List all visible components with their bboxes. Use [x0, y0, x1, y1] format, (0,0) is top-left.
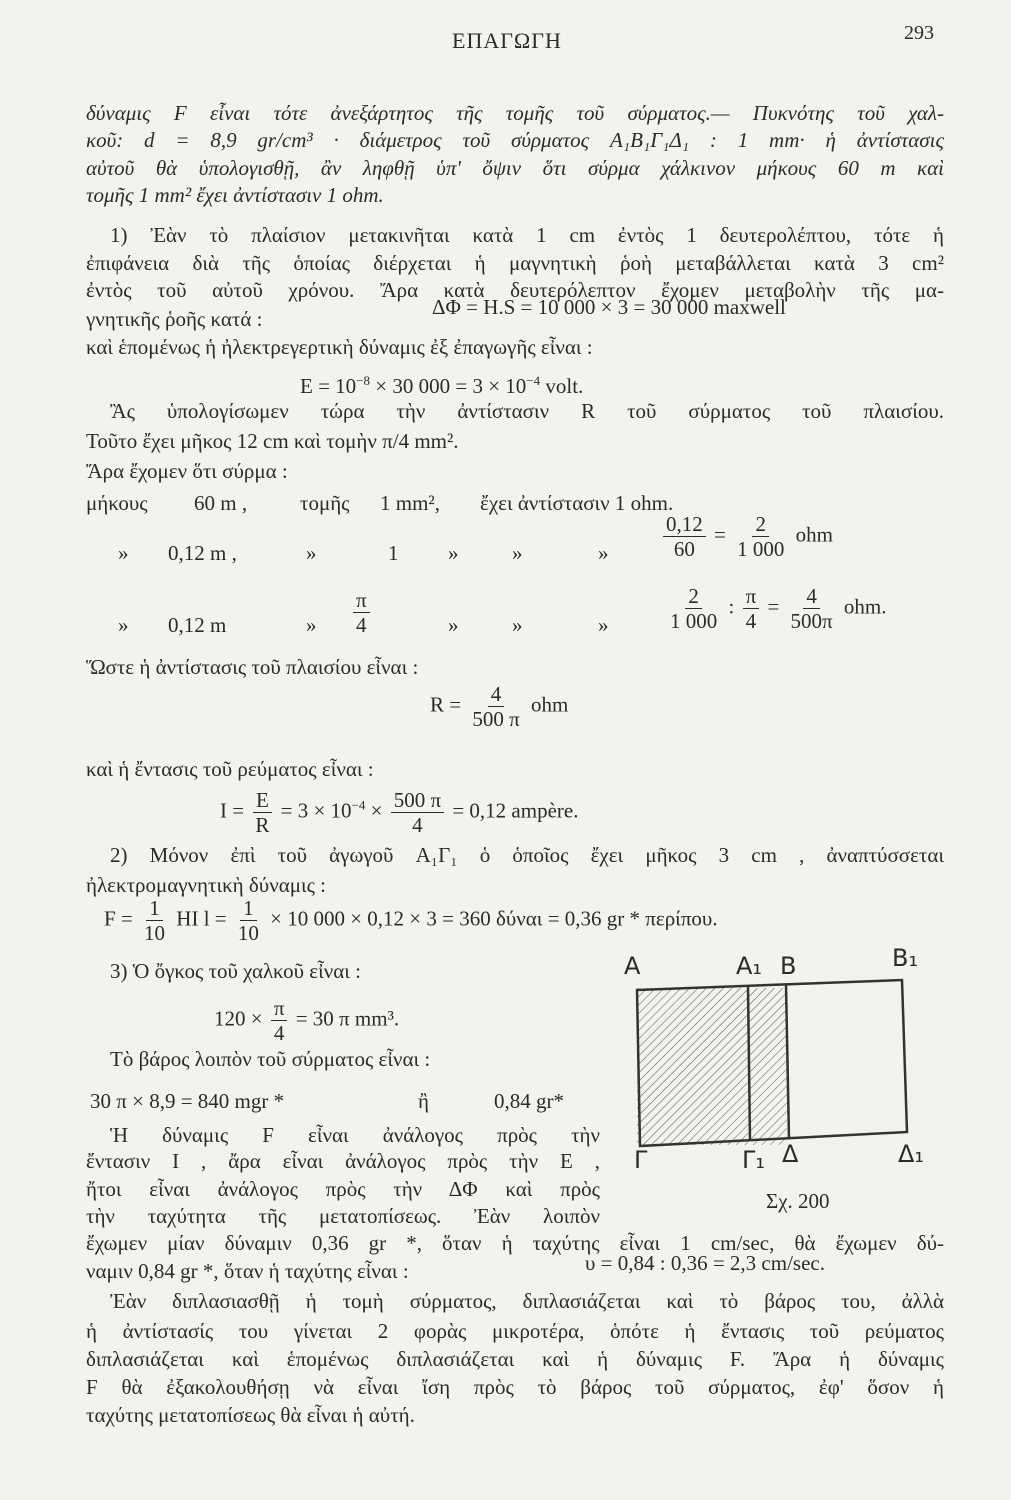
denominator: 4 — [745, 609, 757, 633]
denominator: 60 — [673, 537, 695, 561]
eq-part: R = — [430, 692, 462, 717]
cell: 0,12 m , — [168, 541, 237, 565]
ditto-mark: » — [448, 613, 459, 637]
eq-part: = 0,12 ampère. — [452, 798, 579, 823]
numerator: 4 — [488, 682, 505, 707]
text-line: Τοῦτο ἔχει μῆκος 12 cm καὶ τομὴν π/4 mm². — [86, 429, 459, 453]
text-line: κοῦ: d = 8,9 gr/cm³ · διάμετρος τοῦ σύρματος A₁B₁Γ₁Δ₁ : 1 mm· ἡ ἀντίστασις — [86, 128, 944, 152]
denominator: 10 — [237, 921, 259, 945]
ditto-mark: » — [598, 541, 609, 565]
conductor-frame-diagram — [600, 950, 940, 1220]
eq-part: × — [370, 798, 383, 823]
eq-exp: −4 — [351, 797, 366, 813]
figure-caption: Σχ. 200 — [766, 1189, 830, 1213]
equation-weight-alt: 0,84 gr* — [494, 1089, 564, 1113]
equation-flux: ΔΦ = H.S = 10 000 × 3 = 30 000 maxwell — [432, 295, 786, 319]
label-Delta1: Δ₁ — [898, 1140, 925, 1168]
text-line: καὶ ἑπομένως ἡ ἠλεκτρεγερτικὴ δύναμις ἐξ ἐπαγωγῆς εἶναι : — [86, 335, 593, 359]
eq-part: HI l = — [176, 906, 227, 931]
denominator: 4 — [412, 813, 423, 837]
text-line: ἐντὸς τοῦ αὐτοῦ χρόνου. Ἄρα κατὰ δευτερόλεπτον ἔχομεν μεταβολὴν τῆς μα- — [86, 278, 944, 302]
text-line: Ἄρα ἔχομεν ὅτι σύρμα : — [86, 459, 288, 483]
text-line: ναμιν 0,84 gr *, ὅταν ἡ ταχύτης εἶναι : — [86, 1259, 409, 1283]
equation-volume — [214, 996, 399, 1045]
numerator: π — [271, 996, 288, 1021]
cell: ἔχει ἀντίστασιν 1 ohm. — [480, 491, 674, 515]
denominator: 1 000 — [670, 609, 718, 633]
ditto-mark: » — [306, 541, 317, 565]
unit: ohm — [530, 692, 569, 717]
unit: ohm — [795, 522, 833, 547]
equation-weight-or: ἢ — [418, 1089, 429, 1113]
fraction-expression — [664, 584, 887, 633]
equals: = — [714, 522, 726, 547]
denominator: 500 π — [472, 707, 520, 731]
label-A: A — [624, 952, 641, 980]
eq-part: × 10 000 × 0,12 × 3 = 360 δύναι = 0,36 gr * περίπου. — [270, 906, 718, 931]
text-line: Ἐὰν διπλασιασθῇ ἡ τομὴ σύρματος, διπλασιάζεται καὶ τὸ βάρος του, ἀλλὰ — [110, 1289, 944, 1313]
cell: 0,12 m — [168, 613, 227, 637]
ditto-mark: » — [118, 541, 129, 565]
eq-part: F = — [104, 906, 133, 931]
eq-part: I = — [220, 798, 245, 823]
eq-part: × 30 000 = 3 × 10 — [370, 374, 527, 398]
text-line: ἔχωμεν μίαν δύναμιν 0,36 gr *, ὅταν ἡ ταχύτης εἶναι 1 cm/sec, θὰ ἔχωμεν δύ- — [86, 1231, 944, 1255]
eq-part: E = 10 — [300, 374, 357, 398]
ditto-mark: » — [306, 613, 317, 637]
label-Gamma: Γ — [634, 1146, 648, 1174]
numerator: 0,12 — [663, 512, 706, 537]
label-A1: A₁ — [736, 952, 763, 980]
text-line: τὴν ταχύτητα τῆς μετατοπίσεως. Ἐὰν λοιπὸν — [86, 1204, 600, 1228]
eq-part: = 30 π mm³. — [295, 1006, 400, 1031]
label-B: B — [780, 952, 797, 980]
label-Delta: Δ — [782, 1140, 799, 1168]
text-line: ταχύτης μετατοπίσεως θὰ εἶναι ἡ αὐτή. — [86, 1403, 415, 1427]
denominator: 1 000 — [737, 537, 785, 561]
text-line: καὶ ἡ ἔντασις τοῦ ρεύματος εἶναι : — [86, 757, 374, 781]
text-line: Ὥστε ἡ ἀντίστασις τοῦ πλαισίου εἶναι : — [86, 655, 419, 679]
numerator: π — [353, 588, 370, 613]
cell: 60 m , — [194, 491, 248, 515]
hatched-area — [637, 988, 787, 1145]
text-line: Ἂς ὑπολογίσωμεν τώρα τὴν ἀντίστασιν R τοῦ σύρματος τοῦ πλαισίου. — [110, 399, 944, 423]
figure-200 — [600, 944, 940, 1225]
numerator: π — [743, 584, 760, 609]
eq-exp: −4 — [526, 373, 541, 388]
equation-weight: 30 π × 8,9 = 840 mgr * — [90, 1089, 285, 1113]
eq-exp: −8 — [356, 373, 371, 388]
denominator: 4 — [356, 613, 367, 637]
text-line: 1) Ἐὰν τὸ πλαίσιον μετακινῆται κατὰ 1 cm ἐντὸς 1 δευτερολέπτου, τότε ἡ — [110, 223, 944, 247]
denominator: 500π — [790, 609, 833, 633]
equation-emf — [300, 368, 583, 399]
numerator: 4 — [803, 584, 820, 609]
numerator: 2 — [685, 584, 702, 609]
ditto-mark: » — [118, 613, 129, 637]
text-line: F θὰ ἐξακολουθήσῃ νὰ εἶναι ἴση πρὸς τὸ βάρος τοῦ σύρματος, ἐφ' ὅσον ἡ — [86, 1375, 944, 1399]
numerator: 1 — [146, 896, 163, 921]
equation-force — [104, 896, 718, 945]
eq-part: 120 × — [214, 1006, 263, 1031]
fraction-expression — [660, 512, 833, 561]
running-header: ΕΠΑΓΩΓΗ — [452, 28, 562, 53]
text-line: 3) Ὁ ὄγκος τοῦ χαλκοῦ εἶναι : — [110, 959, 361, 983]
text-line: διπλασιάζεται καὶ ἑπομένως διπλασιάζεται καὶ ἡ δύναμις F. Ἄρα ἡ δύναμις — [86, 1347, 944, 1371]
numerator: 2 — [752, 512, 769, 537]
numerator: 500 π — [391, 788, 444, 813]
text-line: ἤτοι εἶναι ἀνάλογος πρὸς τὴν ΔΦ καὶ πρὸς — [86, 1177, 600, 1201]
equation-resistance — [430, 682, 568, 731]
text-line: γνητικῆς ῥοῆς κατά : — [86, 307, 263, 331]
denominator: 4 — [273, 1021, 285, 1045]
equation-velocity: υ = 0,84 : 0,36 = 2,3 cm/sec. — [585, 1251, 825, 1275]
equation-current — [220, 788, 578, 837]
eq-part: volt. — [540, 374, 584, 398]
text-line: ἠλεκτρομαγνητικὴ δύναμις : — [86, 873, 327, 897]
text-line: ἐπιφάνεια διὰ τῆς ὁποίας διέρχεται ἡ μαγνητικὴ ῥοὴ μεταβάλλεται κατὰ 3 cm² — [86, 251, 944, 275]
unit: ohm. — [843, 594, 887, 619]
label-Gamma1: Γ₁ — [742, 1146, 765, 1174]
ditto-mark: » — [598, 613, 609, 637]
cell: τομῆς — [300, 491, 350, 515]
ditto-mark: » — [448, 541, 459, 565]
ditto-mark: » — [512, 541, 523, 565]
cell: 1 — [388, 541, 399, 565]
text-line: αὐτοῦ θὰ ὑπολογισθῇ, ἂν ληφθῇ ὑπ' ὄψιν ὅτι σύρμα χάλκινον μήκους 60 m καὶ — [86, 156, 944, 180]
text-line: τομῆς 1 mm² ἔχει ἀντίστασιν 1 ohm. — [86, 183, 384, 207]
eq-part: = 3 × 10 — [280, 798, 352, 823]
text-line: ἡ ἀντίστασίς του γίνεται 2 φορὰς μικροτέρα, ὁπότε ἡ ἔντασις τοῦ ρεύματος — [86, 1319, 944, 1343]
label-B1: B₁ — [892, 944, 919, 972]
cell: μήκους — [86, 491, 148, 515]
numerator: 1 — [240, 896, 257, 921]
operator: : — [728, 594, 735, 619]
text-line: Ἡ δύναμις F εἶναι ἀνάλογος πρὸς τὴν — [110, 1123, 600, 1147]
equals: = — [767, 594, 780, 619]
text-line: 2) Μόνον ἐπὶ τοῦ ἀγωγοῦ A₁Γ₁ ὁ ὁποῖος ἔχει μῆκος 3 cm , ἀναπτύσσεται — [110, 843, 944, 867]
denominator: R — [255, 813, 270, 837]
denominator: 10 — [144, 921, 166, 945]
text-line: δύναμις F εἶναι τότε ἀνεξάρτητος τῆς τομῆς τοῦ σύρματος.— Πυκνότης τοῦ χαλ- — [86, 101, 944, 125]
page-number: 293 — [904, 22, 934, 44]
text-line: ἔντασιν I , ἄρα εἶναι ἀνάλογος πρὸς τὴν E , — [86, 1149, 600, 1173]
text-line: Τὸ βάρος λοιπὸν τοῦ σύρματος εἶναι : — [110, 1047, 431, 1071]
ditto-mark: » — [512, 613, 523, 637]
numerator: E — [253, 788, 272, 813]
cell: 1 mm², — [380, 491, 440, 515]
